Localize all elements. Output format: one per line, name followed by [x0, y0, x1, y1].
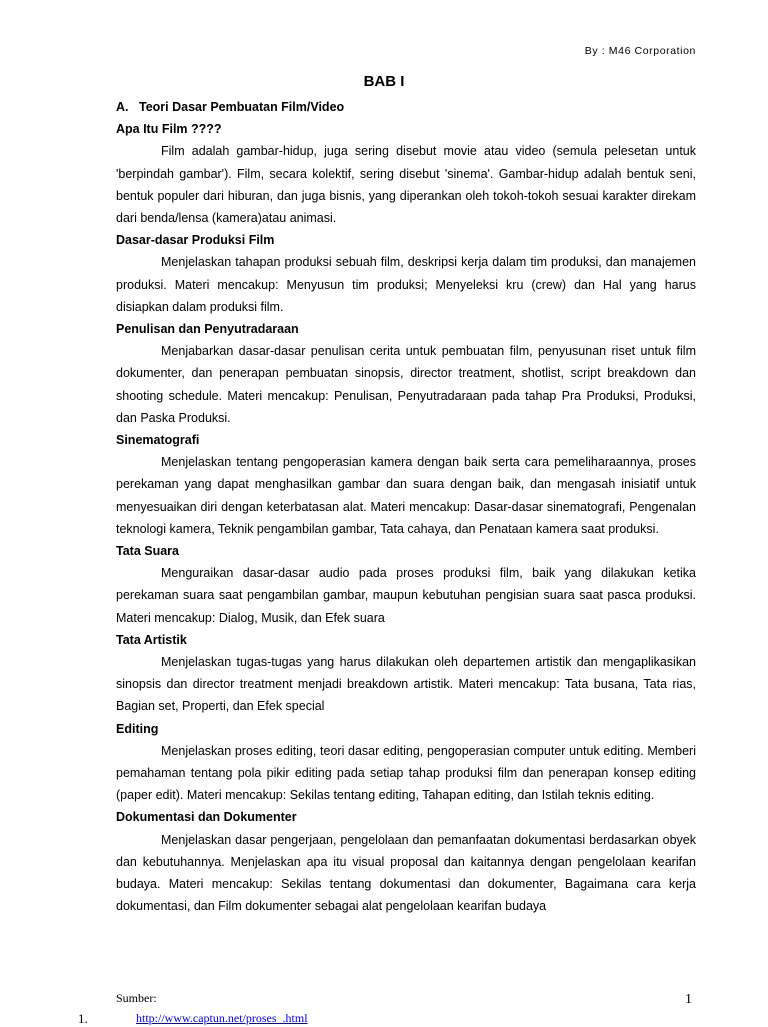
paragraph-tata-suara: Menguraikan dasar-dasar audio pada proses produksi film, baik yang dilakukan ketika perekaman suara saat pengambilan gambar, maupun kebutuhan pengisian suara saat pasca produksi. Materi mencakup: Dialog, Musik, dan Efek suara — [116, 566, 696, 625]
paragraph-dasar-produksi: Menjelaskan tahapan produksi sebuah film, deskripsi kerja dalam tim produksi, dan manajemen produksi. Materi mencakup: Menyusun tim produksi; Menyeleksi kru (crew) dan Hal yang harus disiapkan dalam produksi film. — [116, 255, 696, 314]
footnote-number: 1. — [78, 1011, 88, 1026]
author-byline: By : M46 Corporation — [584, 45, 696, 57]
section-letter: A. — [116, 100, 129, 114]
section-heading — [116, 96, 696, 118]
subheading-dasar-produksi: Dasar-dasar Produksi Film — [116, 233, 275, 248]
footnote-source-link[interactable]: http://www.captun.net/proses_.html — [136, 1011, 308, 1025]
source-label: Sumber: — [116, 991, 157, 1005]
subheading-apa-itu-film: Apa Itu Film ???? — [116, 122, 222, 137]
subheading-penulisan: Penulisan dan Penyutradaraan — [116, 321, 299, 336]
paragraph-dokumentasi: Menjelaskan dasar pengerjaan, pengelolaan dan pemanfaatan dokumentasi berdasarkan obyek dan kebutuhannya. Menjelaskan apa itu visual proposal dan kaitannya dengan pengelolaan kearifan budaya. Materi mencakup: Sekilas tentang dokumentasi dan dokumenter, Bagaimana cara kerja dokumentasi, dan Film dokumenter sebagai alat pengelolaan kearifan budaya — [116, 832, 696, 914]
page-number: 1 — [685, 992, 692, 1007]
paragraph-editing: Menjelaskan proses editing, teori dasar editing, pengoperasian computer untuk editing. Memberi pemahaman tentang pola pikir editing pada setiap tahap produksi film dan penerapan konsep editing (paper edit). Materi mencakup: Sekilas tentang editing, Tahapan editing, dan Istilah teknis editing. — [116, 743, 696, 803]
subheading-dokumentasi: Dokumentasi dan Dokumenter — [116, 810, 297, 825]
paragraph-tata-artistik: Menjelaskan tugas-tugas yang harus dilakukan oleh departemen artistik dan mengaplikasikan sinopsis dan director treatment menjadi breakdown artistik. Materi mencakup: Tata busana, Tata rias, Bagian set, Properti, dan Efek special — [116, 654, 696, 714]
document-body — [116, 96, 696, 917]
paragraph-penulisan: Menjabarkan dasar-dasar penulisan cerita untuk pembuatan film, penyusunan riset untuk film dokumenter, dan penerapan pembuatan sinopsis, director treatment, shotlist, script breakdown dan shooting schedule. Materi mencakup: Penulisan, Penyutradaraan pada tahap Pra Produksi, Produksi, dan Paska Produksi. — [116, 344, 696, 425]
paragraph-sinematografi: Menjelaskan tentang pengoperasian kamera dengan baik serta cara pemeliharaannya, proses perekaman yang dapat menghasilkan gambar dan suara dengan baik, dan mengasah inisiatif untuk menyesuaikan diri dengan keterbatasan alat. Materi mencakup: Dasar-dasar sinematografi, Pengenalan teknologi kamera, Teknik pengambilan gambar, Tata cahaya, dan Penataan kamera saat produksi. — [116, 455, 696, 536]
subheading-sinematografi: Sinematografi — [116, 432, 200, 447]
section-title: Teori Dasar Pembuatan Film/Video — [139, 100, 345, 114]
subheading-tata-artistik: Tata Artistik — [116, 632, 187, 647]
paragraph-apa-itu-film: Film adalah gambar-hidup, juga sering disebut movie atau video (semula pelesetan untuk 'berpindah gambar'). Film, secara kolektif, sering disebut 'sinema'. Gambar-hidup adalah bentuk seni, bentuk populer dari hiburan, dan juga bisnis, yang diperankan oleh tokoh-tokoh sesuai karakter direkam dari benda/lensa (kamera)atau animasi. — [116, 144, 696, 225]
chapter-title: BAB I — [363, 73, 405, 90]
subheading-editing: Editing — [116, 721, 159, 736]
subheading-tata-suara: Tata Suara — [116, 543, 179, 558]
